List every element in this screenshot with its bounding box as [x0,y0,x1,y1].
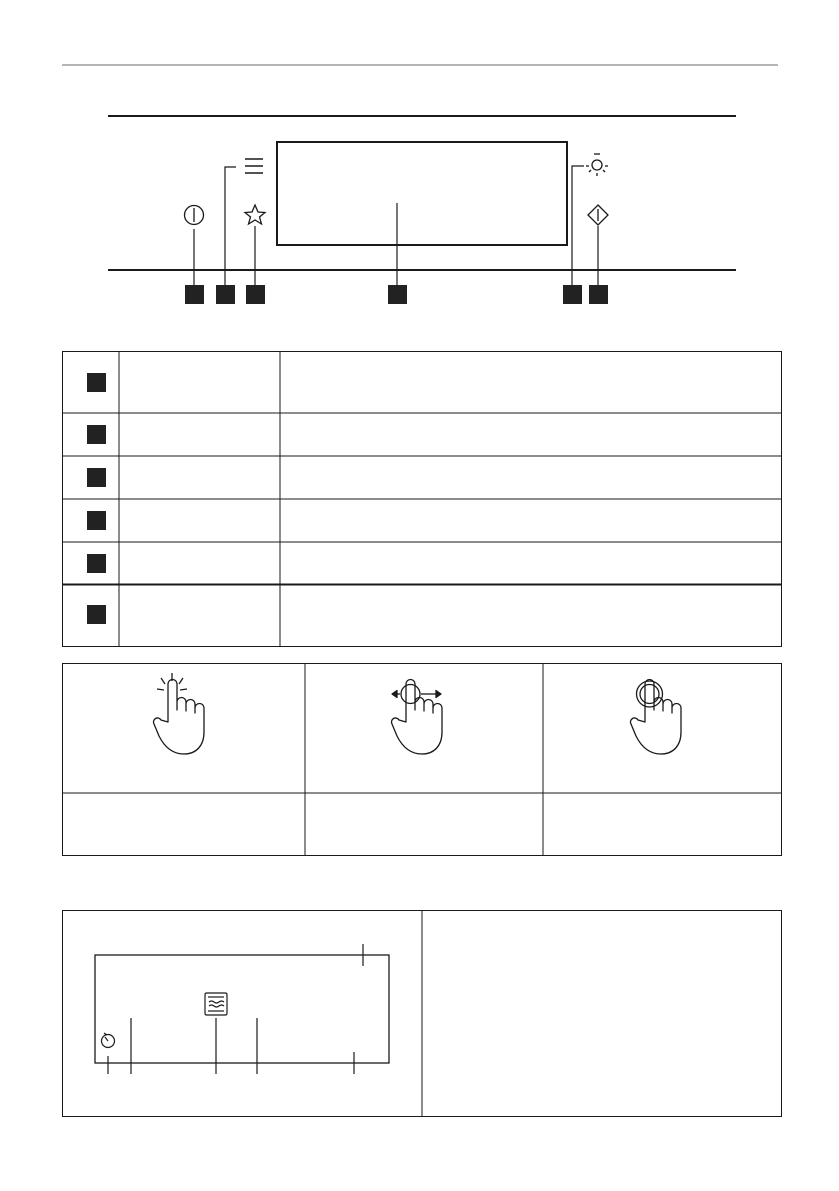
steam-heating-icon [205,993,227,1015]
display-outline [95,955,389,1063]
timer-icon [102,1033,115,1048]
